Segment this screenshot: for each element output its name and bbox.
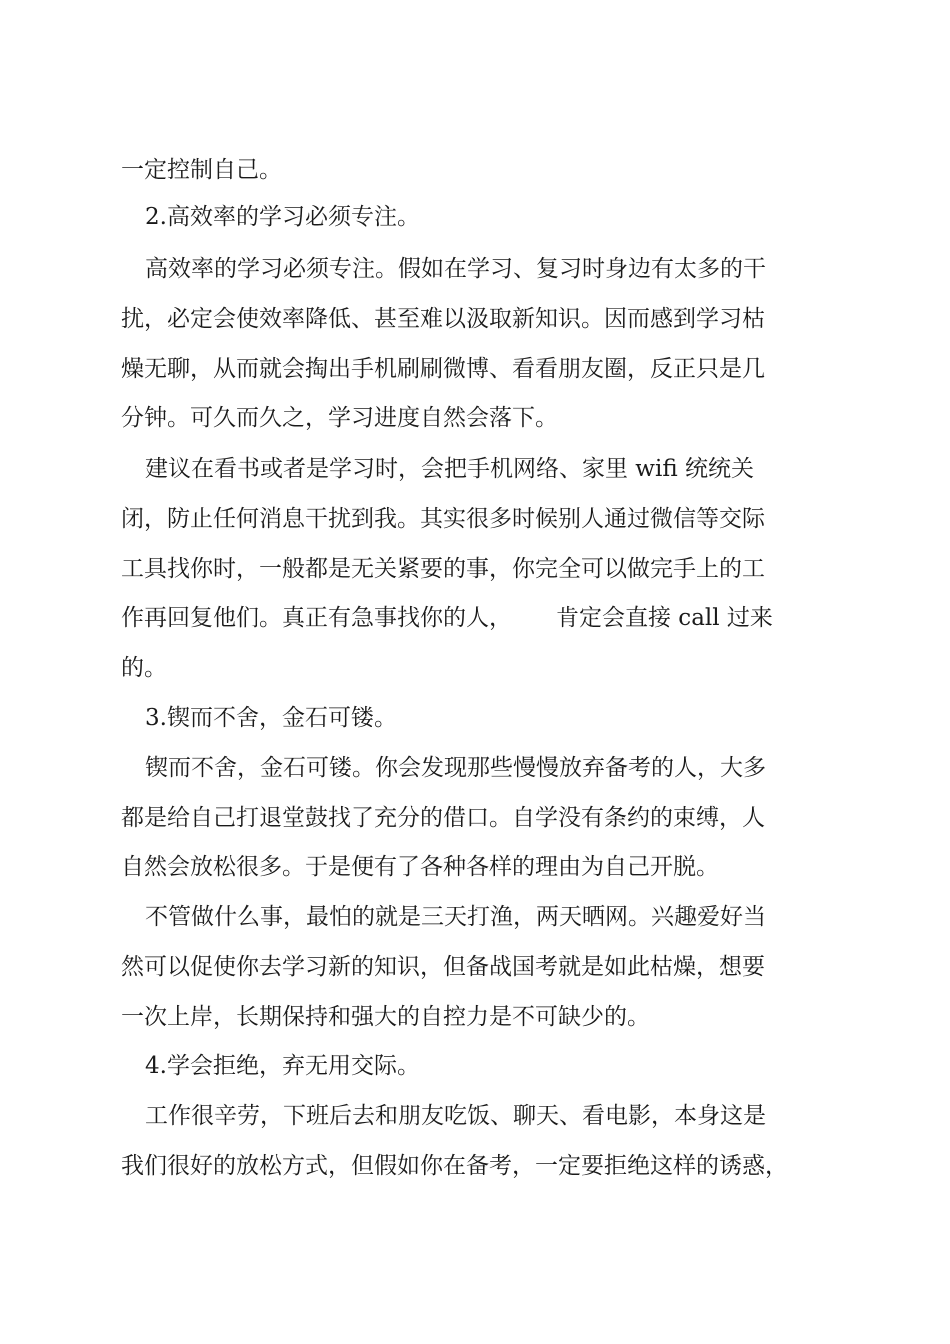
paragraph-line: 分钟。可久而久之，学习进度自然会落下。 bbox=[121, 405, 558, 431]
paragraph-line: 燥无聊，从而就会掏出手机刷刷微博、看看朋友圈，反正只是几 bbox=[121, 356, 765, 382]
paragraph-line: 自然会放松很多。于是便有了各种各样的理由为自己开脱。 bbox=[121, 854, 719, 880]
paragraph-line: 然可以促使你去学习新的知识，但备战国考就是如此枯燥，想要 bbox=[121, 954, 765, 980]
line-segment: 作再回复他们。真正有急事找你的人， bbox=[121, 605, 512, 631]
paragraph-continuation: 一定控制自己。 bbox=[121, 157, 282, 183]
paragraph-line: 我们很好的放松方式，但假如你在备考，一定要拒绝这样的诱惑， bbox=[121, 1153, 788, 1179]
section-heading-3: 3.锲而不舍，金石可镂。 bbox=[145, 705, 397, 731]
paragraph-line: 工作很辛劳，下班后去和朋友吃饭、聊天、看电影，本身这是 bbox=[145, 1103, 766, 1129]
section-heading-4: 4.学会拒绝，弃无用交际。 bbox=[145, 1053, 420, 1079]
paragraph-line: 扰，必定会使效率降低、甚至难以汲取新知识。因而感到学习枯 bbox=[121, 306, 765, 332]
paragraph-line: 锲而不舍，金石可镂。你会发现那些慢慢放弃备考的人，大多 bbox=[145, 755, 766, 781]
paragraph-line: 工具找你时，一般都是无关紧要的事，你完全可以做完手上的工 bbox=[121, 556, 765, 582]
paragraph-line bbox=[121, 603, 773, 633]
section-heading-2: 2.高效率的学习必须专注。 bbox=[145, 204, 420, 230]
paragraph-line: 建议在看书或者是学习时，会把手机网络、家里 wifi 统统关 bbox=[145, 456, 755, 482]
paragraph-line: 闭，防止任何消息干扰到我。其实很多时候别人通过微信等交际 bbox=[121, 506, 765, 532]
paragraph-line: 一次上岸，长期保持和强大的自控力是不可缺少的。 bbox=[121, 1004, 650, 1030]
paragraph-line: 的。 bbox=[121, 655, 167, 681]
line-segment: 肯定会直接 call 过来 bbox=[556, 605, 773, 631]
paragraph-line: 不管做什么事，最怕的就是三天打渔，两天晒网。兴趣爱好当 bbox=[145, 904, 766, 930]
paragraph-line: 高效率的学习必须专注。假如在学习、复习时身边有太多的干 bbox=[145, 256, 766, 282]
paragraph-line: 都是给自己打退堂鼓找了充分的借口。自学没有条约的束缚，人 bbox=[121, 805, 765, 831]
